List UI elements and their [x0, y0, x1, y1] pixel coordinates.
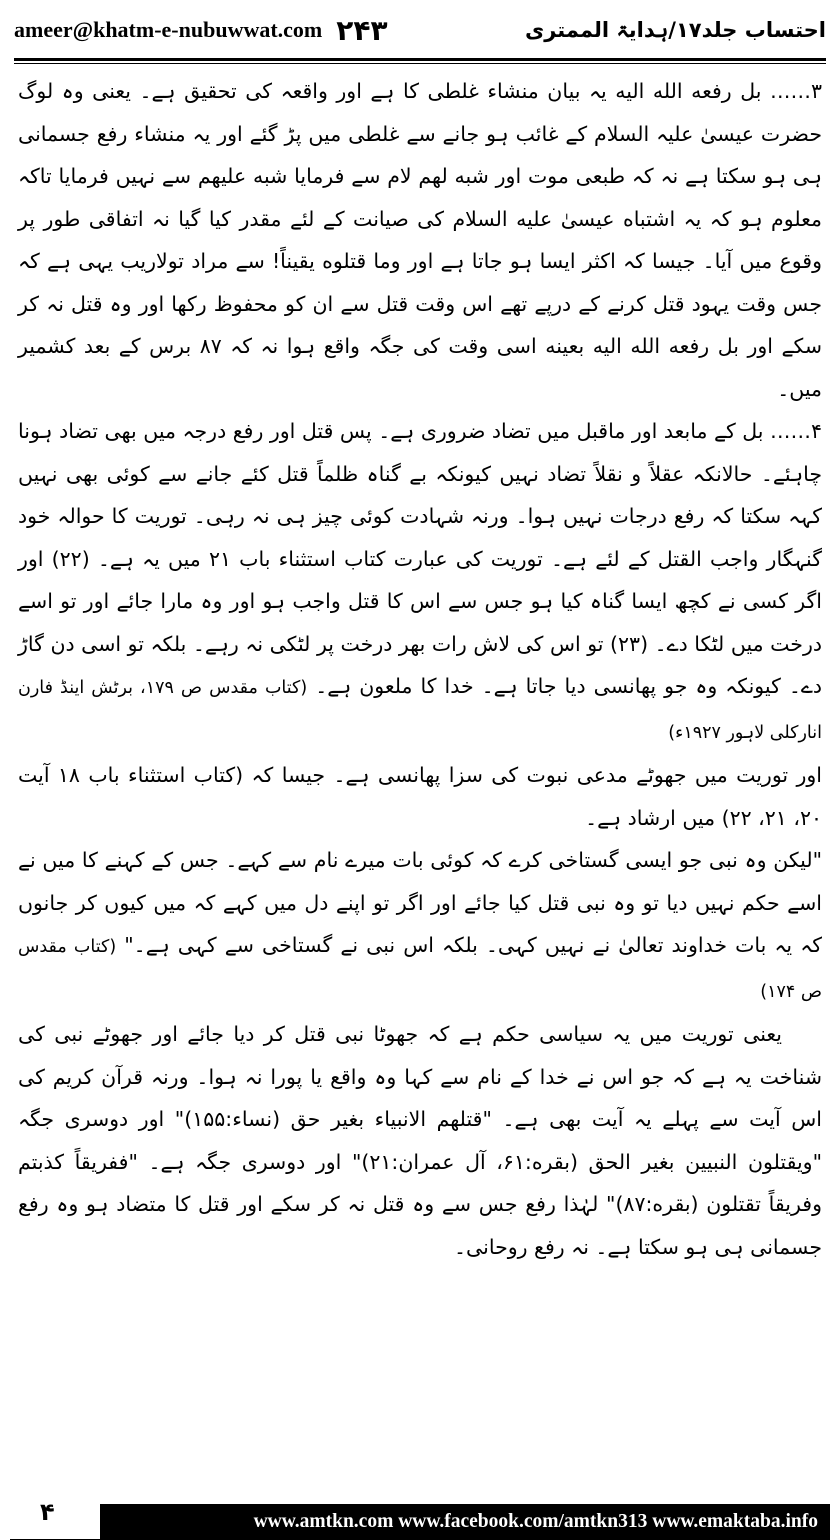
header-rule — [14, 58, 826, 61]
paragraph-conclusion — [18, 1013, 822, 1268]
footer-page-number: ۴ — [40, 1498, 55, 1526]
header-left-group — [14, 14, 388, 47]
page-body — [18, 70, 822, 1268]
quote-text: "لیکن وہ نبی جو ایسی گستاخی کرے کہ کوئی بات میرے نام سے کہے۔ جس کے کہنے کا میں نے اسے حکم نہیں دیا تو وہ نبی قتل کیا جائے اور اگر تو اپنے دل میں کہے کہ میں کیوں کر جانوں کہ یہ بات خداوند تعالیٰ نے نہیں کہی۔ بلکہ اس نبی نے گستاخی سے کہی ہے۔" — [18, 848, 822, 957]
page-header — [14, 8, 826, 52]
footer-bar — [100, 1504, 830, 1540]
header-rule-thin — [14, 63, 826, 64]
footer-links[interactable]: www.amtkn.com www.facebook.com/amtkn313 www.emaktaba.info — [253, 1511, 818, 1532]
conclusion-text: یعنی توریت میں یہ سیاسی حکم ہے کہ جھوٹا نبی قتل کر دیا جائے اور جھوٹے نبی کی شناخت یہ ہے کہ جو اس نے خدا کے نام سے کہا وہ واقع یا پورا نہ ہوا۔ ورنہ قرآن کریم کی اس آیت سے پہلے یہ آیت بھی ہے۔ "قتلهم الانبياء بغير حق (نساء:۱۵۵)" اور دوسری جگہ "ويقتلون النبيين بغير الحق (بقره:۶۱، آل عمران:۲۱)" اور دوسری جگہ ہے۔ "ففريقاً كذبتم وفريقاً تقتلون (بقره:۸۷)" لہٰذا رفع جس سے وہ قتل نہ کر سکے اور قتل کا متضاد ہو وہ رفع جسمانی ہی ہو سکتا ہے۔ نہ رفع روحانی۔ — [18, 1022, 822, 1259]
book-title: احتساب جلد۱۷/ہدایۃ الممتری — [525, 18, 826, 42]
paragraph-3: ۳…… بل رفعه الله اليه یہ بیان منشاء غلطی کا ہے اور واقعہ کی تحقیق ہے۔ یعنی وہ لوگ حضرت عیسیٰ علیہ السلام کے غائب ہو جانے سے غلطی میں پڑ گئے اور یہ منشاء رفع جسمانی ہی ہو سکتا ہے نہ کہ طبعی موت اور شبه لهم لام سے فرمایا شبه عليهم سے نہیں فرمایا تاکہ معلوم ہو کہ یہ اشتباه عيسىٰ عليه السلام کی صیانت کے لئے مقدر کیا گیا نہ اتفاقی طور پر وقوع میں آیا۔ جیسا کہ اکثر ایسا ہو جاتا ہے اور وما قتلوه يقيناً! سے مراد تولاریب یہی ہے کہ جس وقت یہود قتل کرنے کے درپے تھے اس وقت قتل سے ان کو محفوظ رکھا اور وہ قتل نہ کر سکے اور بل رفعه الله اليه بعينه اسی وقت کی جگہ واقع ہوا نہ کہ ۸۷ برس کے بعد کشمیر میں۔ — [18, 79, 822, 401]
quote-paragraph — [18, 839, 822, 1013]
paragraph-4 — [18, 410, 822, 754]
citation-kitab-muqaddas: (کتاب مقدس ص ۱۷۹، برٹش اینڈ فارن انارکلی لاہور ۱۹۲۷ء) — [18, 678, 822, 743]
page-footer — [0, 1492, 840, 1540]
paragraph-torah-text: اور توریت میں جھوٹے مدعی نبوت کی سزا پھانسی ہے۔ جیسا کہ — [251, 763, 822, 787]
email-address[interactable]: ameer@khatm-e-nubuwwat.com — [14, 17, 323, 42]
paragraph-4-text: ۴…… بل کے مابعد اور ماقبل میں تضاد ضروری ہے۔ پس قتل اور رفع درجہ میں بھی تضاد ہونا چاہئے۔ حالانکہ عقلاً و نقلاً تضاد نہیں کیونکہ بے گناہ ظلماً قتل کئے جانے سے کوئی بھی نہیں کہہ سکتا کہ رفع درجات نہیں ہوا۔ ورنہ شہادت کوئی چیز ہی نہ رہی۔ توریت کا حوالہ خود گنہگار واجب القتل کے لئے ہے۔ توریت کی عبارت کتاب استثناء باب ۲۱ میں یہ ہے۔ (۲۲) اور اگر کسی نے کچھ ایسا گناہ کیا ہو جس سے اس کا قتل واجب ہو اور وہ مارا جائے اور تو اسے درخت میں لٹکا دے۔ (۲۳) تو اس کی لاش رات بھر درخت پر لٹکی نہ رہے۔ بلکہ تو اسی دن گاڑ دے۔ کیونکہ وہ جو پھانسی دیا جاتا ہے۔ خدا کا ملعون ہے۔ — [18, 419, 822, 698]
page-number: ۲۴۳ — [336, 13, 388, 47]
citation-kitab-muqaddas-2: (کتاب مقدس ص ۱۷۴) — [18, 937, 822, 1002]
citation-kitab-istisna: (کتاب استثناء باب ۱۸ آیت ۲۰، ۲۱، ۲۲) میں ارشاد ہے۔ — [18, 763, 822, 830]
paragraph-torah — [18, 754, 822, 839]
